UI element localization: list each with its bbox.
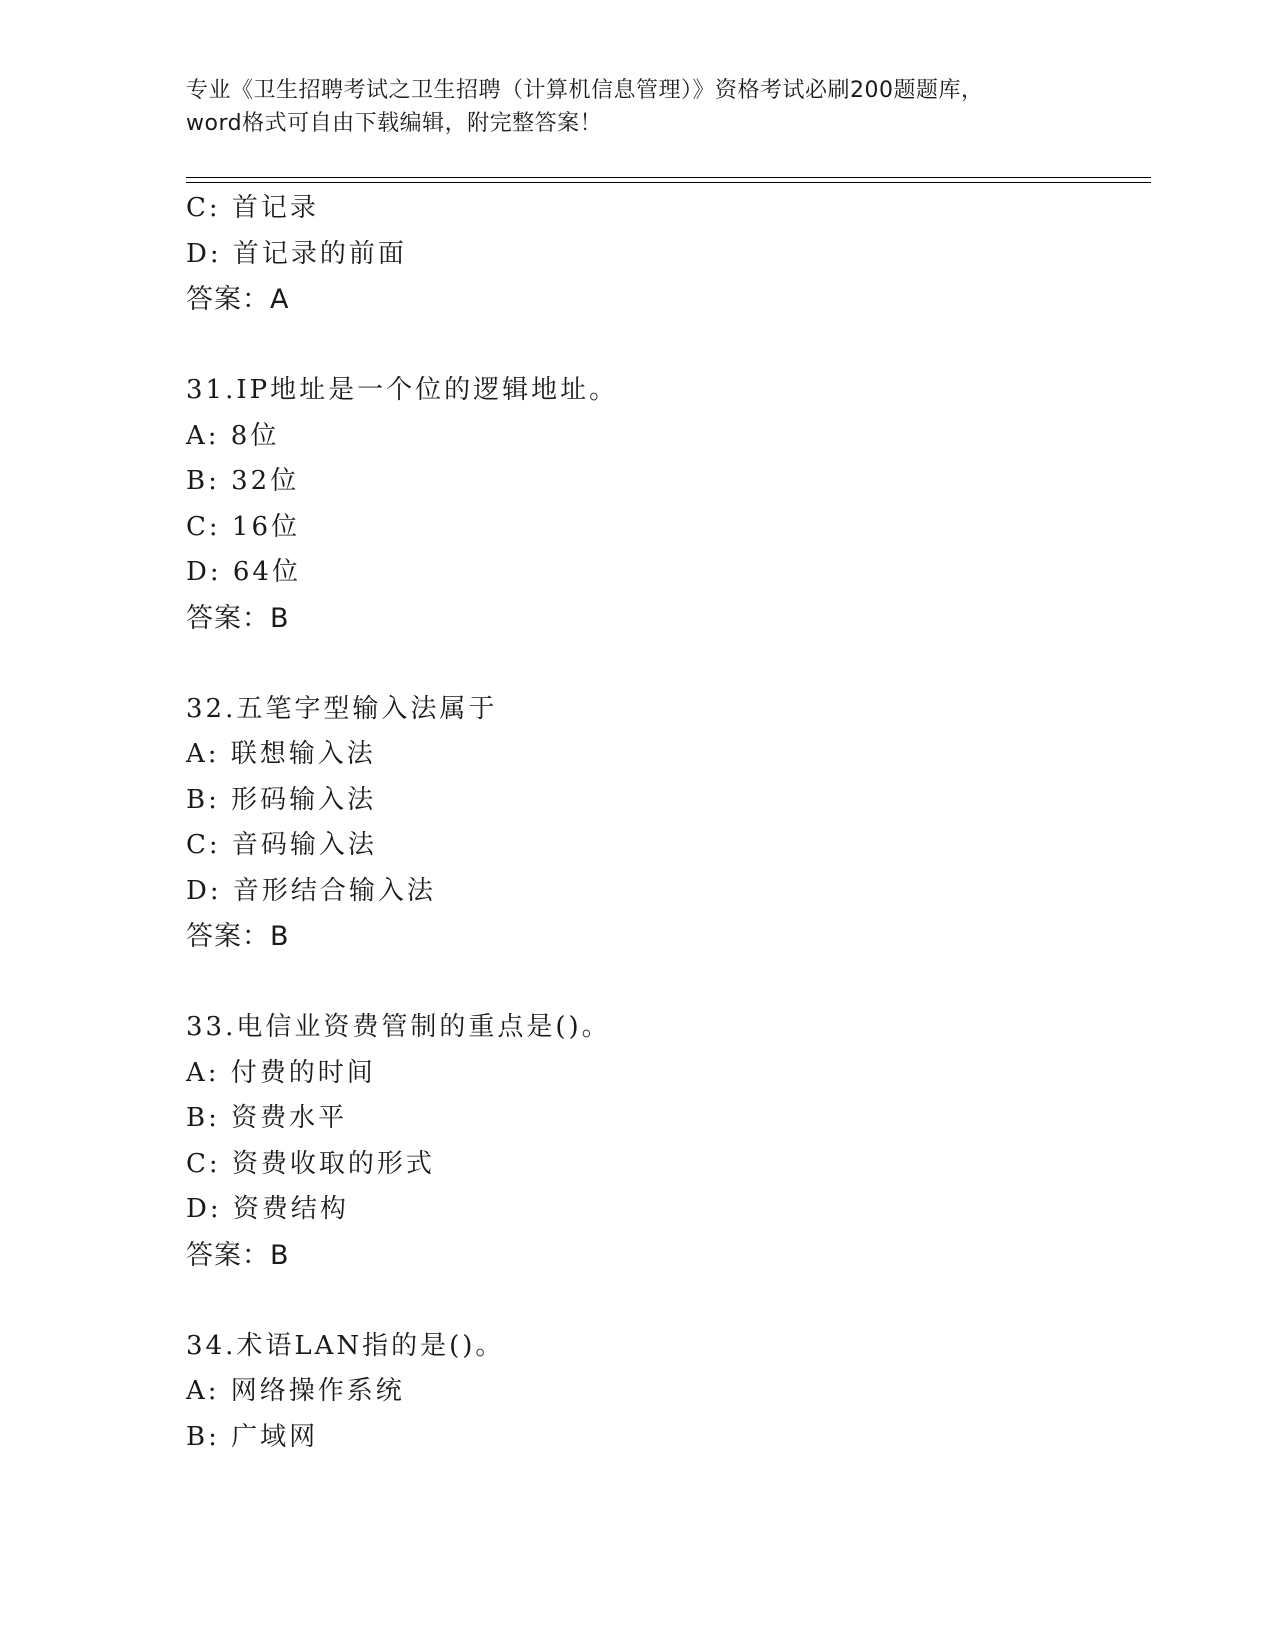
header-line-1: 专业《卫生招聘考试之卫生招聘（计算机信息管理）》资格考试必刷200题题库， (186, 78, 984, 103)
option-a: A: 网络操作系统 (186, 1376, 405, 1406)
option-c: C: 首记录 (186, 193, 319, 223)
option-c: C: 资费收取的形式 (186, 1148, 435, 1179)
question-32 (186, 687, 1146, 960)
option-b: B: 广域网 (186, 1421, 319, 1452)
option-d: D: 64位 (186, 557, 301, 587)
option-a: A: 联想输入法 (186, 739, 376, 769)
option-c: C: 16位 (186, 511, 301, 542)
answer-line: 答案：A (186, 284, 290, 315)
answer-line: 答案：B (186, 1239, 290, 1271)
question-31 (186, 368, 1146, 641)
question-33 (186, 1005, 1146, 1278)
spacer (186, 1278, 1146, 1324)
header-line-2: word格式可自由下载编辑，附完整答案！ (186, 111, 603, 136)
option-d: D: 首记录的前面 (186, 238, 407, 269)
question-title: 34.术语LAN指的是()。 (186, 1330, 505, 1361)
option-b: B: 32位 (186, 466, 300, 496)
spacer (186, 323, 1146, 369)
answer-line: 答案：B (186, 602, 290, 634)
question-title: 33.电信业资费管制的重点是()。 (186, 1012, 611, 1042)
question-34 (186, 1324, 1146, 1461)
document-header (186, 74, 1086, 140)
header-divider-bottom (186, 182, 1151, 183)
option-a: A: 8位 (186, 420, 280, 451)
option-d: D: 音形结合输入法 (186, 875, 436, 906)
spacer (186, 960, 1146, 1006)
question-title: 32.五笔字型输入法属于 (186, 693, 498, 724)
option-b: B: 资费水平 (186, 1103, 348, 1133)
spacer (186, 641, 1146, 687)
question-title: 31.IP地址是一个位的逻辑地址。 (186, 375, 619, 405)
question-continued (186, 186, 1146, 323)
answer-line: 答案：B (186, 921, 290, 952)
option-b: B: 形码输入法 (186, 784, 377, 815)
option-a: A: 付费的时间 (186, 1057, 376, 1088)
option-c: C: 音码输入法 (186, 830, 377, 860)
question-list (186, 186, 1146, 1460)
option-d: D: 资费结构 (186, 1194, 349, 1224)
header-divider-top (186, 177, 1151, 178)
